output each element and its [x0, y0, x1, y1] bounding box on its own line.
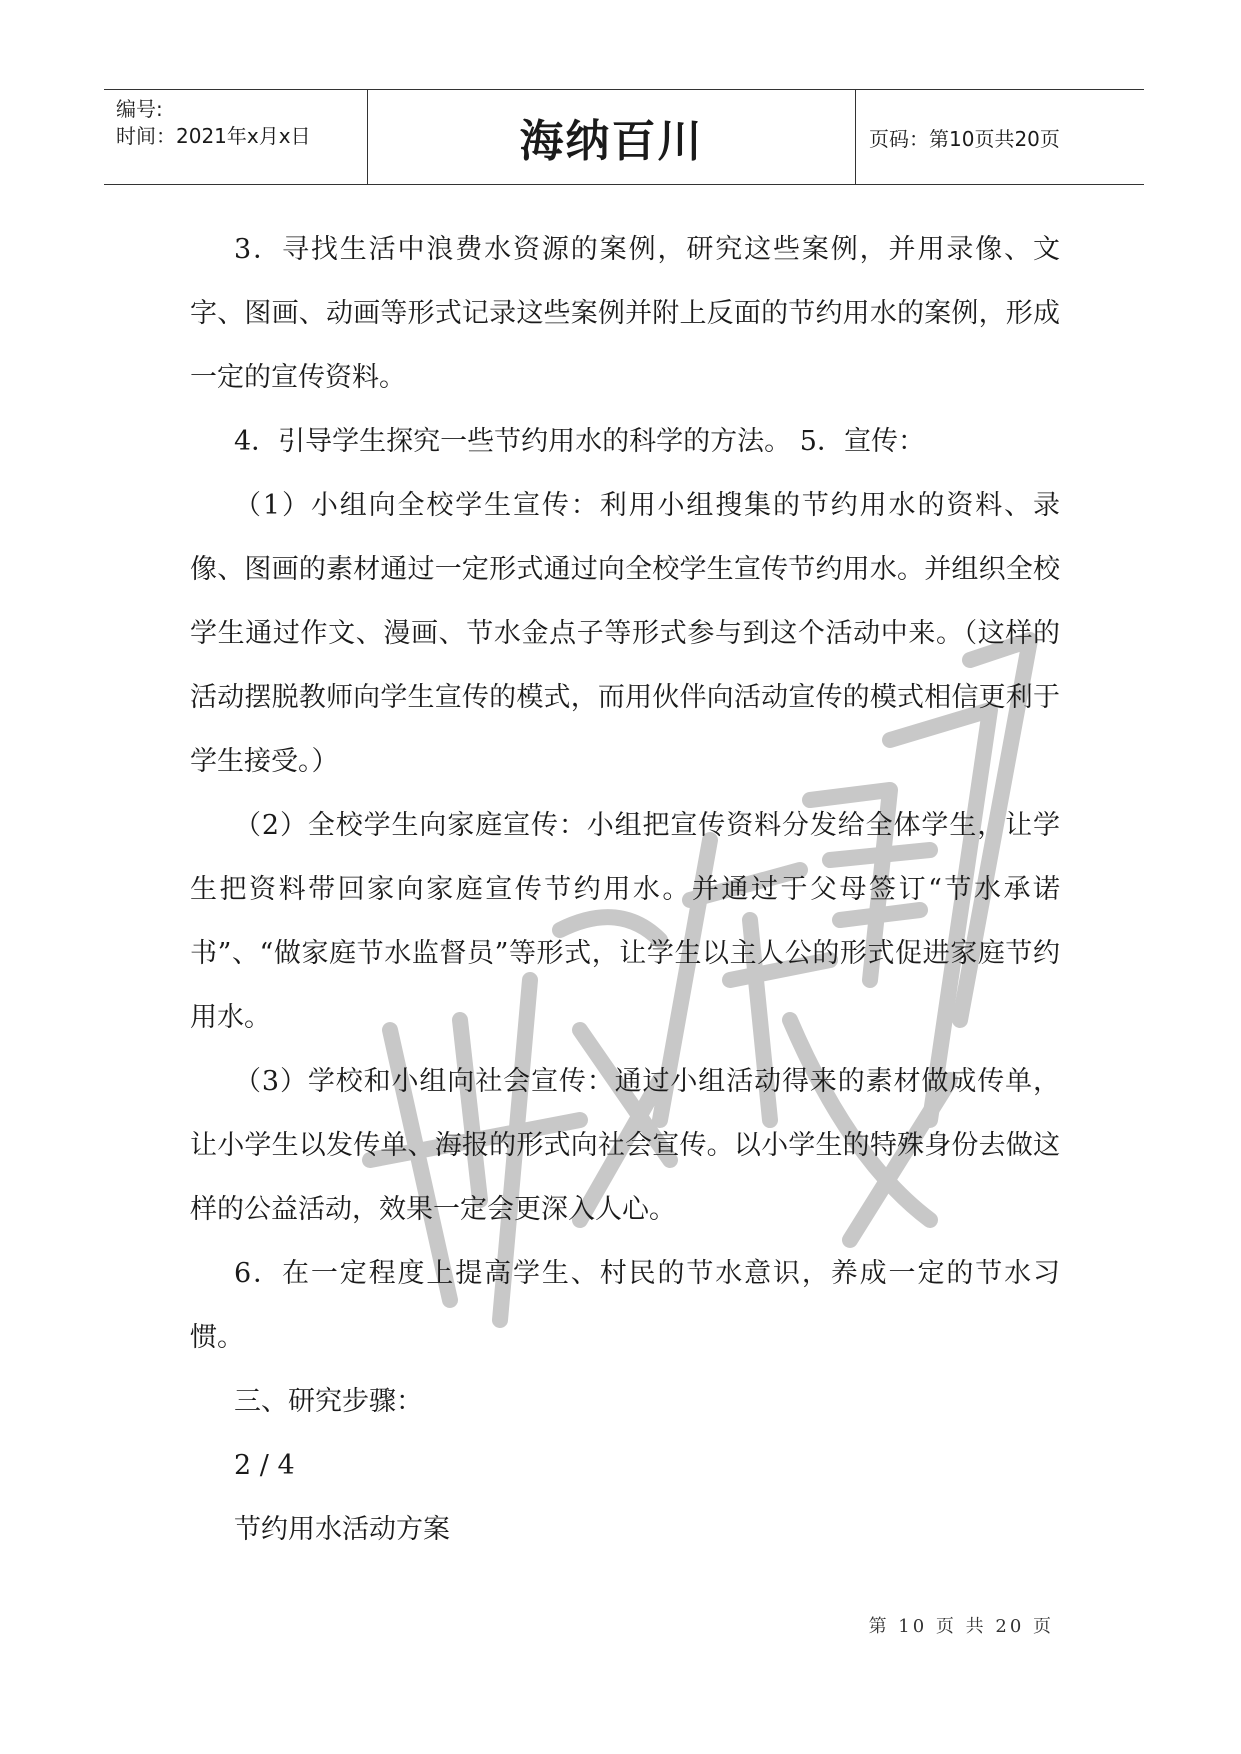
paragraph: 4．引导学生探究一些节约用水的科学的方法。 5．宣传： [234, 426, 925, 457]
document-time: 时间：2021年x月x日 [116, 124, 311, 148]
header-page-number: 页码：第10页共20页 [869, 126, 1060, 151]
document-title: 节约用水活动方案 [234, 1514, 450, 1545]
paragraph: 3．寻找生活中浪费水资源的案例，研究这些案例，并用录像、文字、图画、动画等形式记录这些案例并附上反面的节约用水的案例，形成一定的宣传资料。 [190, 234, 1060, 393]
header-meta [104, 90, 368, 184]
page-header [104, 89, 1144, 185]
paragraph: （1）小组向全校学生宣传：利用小组搜集的节约用水的资料、录像、图画的素材通过一定形式通过向全校学生宣传节约用水。并组织全校学生通过作文、漫画、节水金点子等形式参与到这个活动中来。（这样的活动摆脱教师向学生宣传的模式，而用伙伴向活动宣传的模式相信更利于学生接受。） [190, 490, 1060, 777]
paragraph: （3）学校和小组向社会宣传：通过小组活动得来的素材做成传单，让小学生以发传单、海报的形式向社会宣传。以小学生的特殊身份去做这样的公益活动，效果一定会更深入人心。 [190, 1066, 1060, 1225]
section-heading: 三、研究步骤： [234, 1386, 423, 1417]
page-fraction: 2 / 4 [234, 1450, 295, 1481]
header-title: 海纳百川 [368, 90, 856, 184]
document-body [190, 218, 1060, 1562]
page-footer: 第 10 页 共 20 页 [868, 1616, 1054, 1637]
paragraph: （2）全校学生向家庭宣传：小组把宣传资料分发给全体学生，让学生把资料带回家向家庭宣传节约用水。并通过于父母签订“节水承诺书”、“做家庭节水监督员”等形式，让学生以主人公的形式促进家庭节约用水。 [190, 810, 1060, 1033]
document-number: 编号: [116, 97, 163, 121]
paragraph: 6．在一定程度上提高学生、村民的节水意识，养成一定的节水习惯。 [190, 1258, 1060, 1353]
